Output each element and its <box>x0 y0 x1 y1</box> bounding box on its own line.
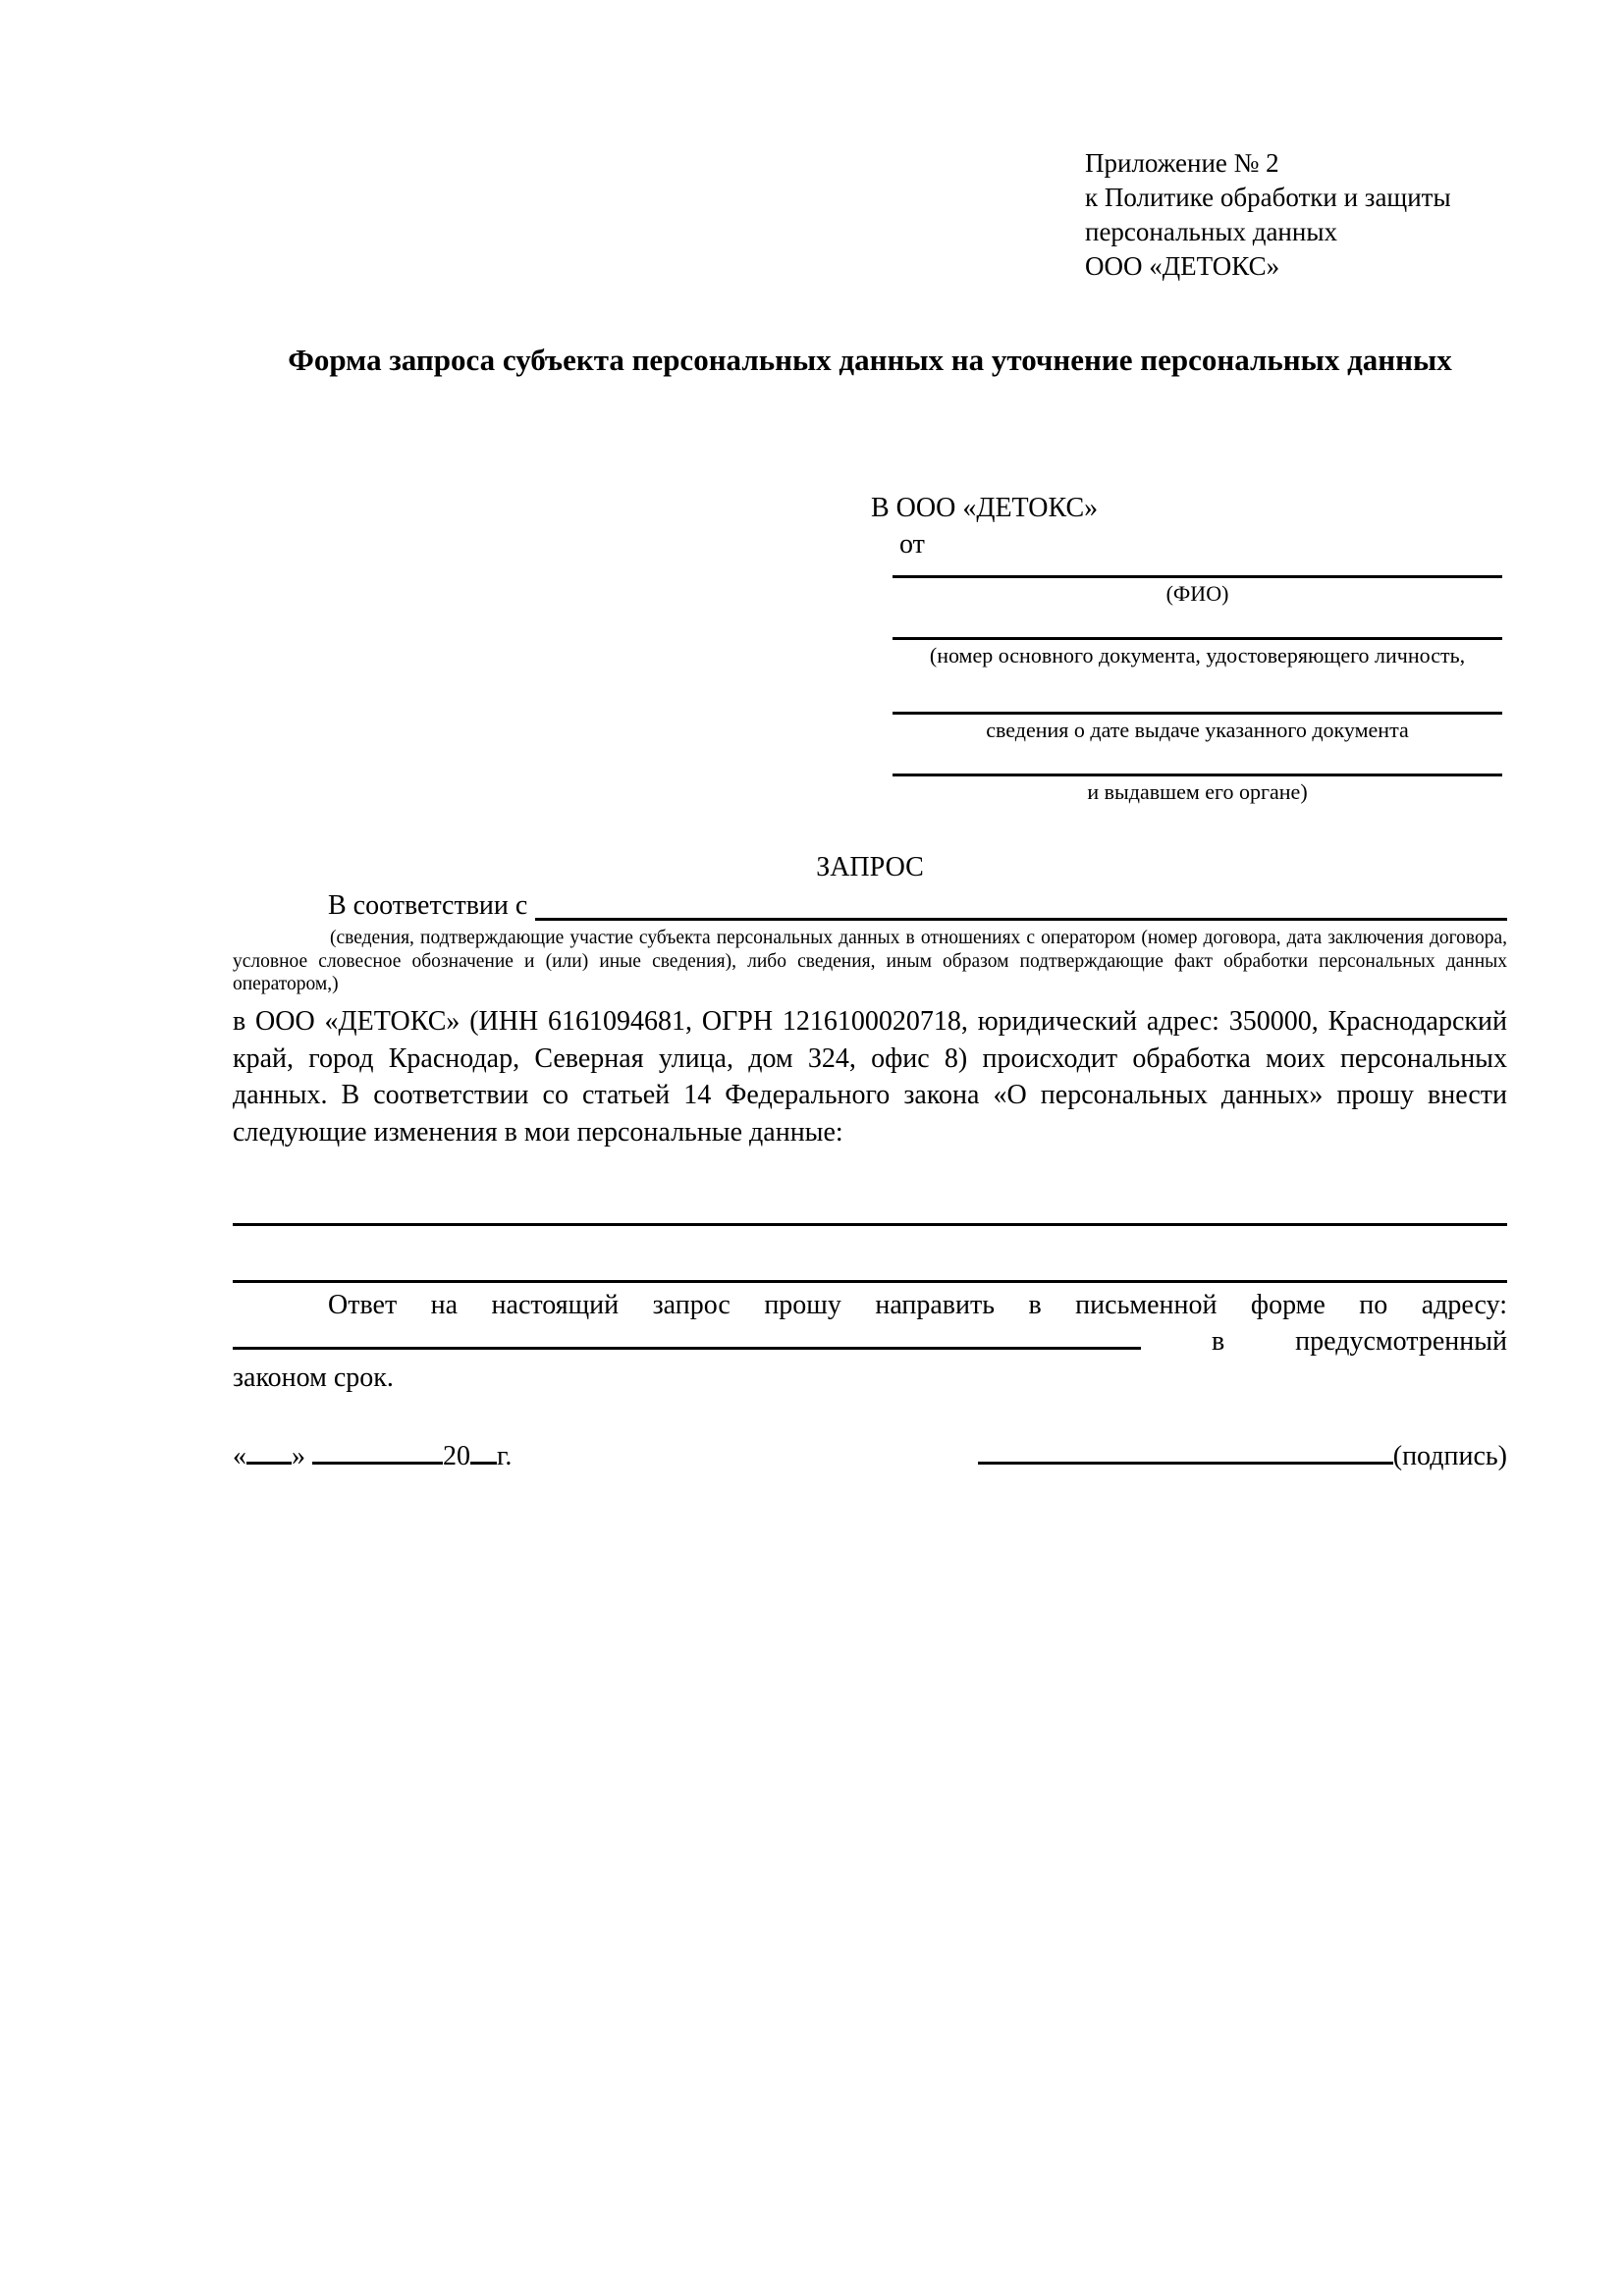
reply-address-line: Ответ на настоящий запрос прошу направить в письменной форме по адресу: <box>328 1290 1507 1320</box>
document-title: Форма запроса субъекта персональных данных на уточнение персональных данных <box>288 343 1452 377</box>
from-label: от <box>899 529 925 560</box>
appendix-note-line: персональных данных <box>1085 217 1337 246</box>
request-heading: ЗАПРОС <box>816 852 924 882</box>
date-day-blank <box>246 1462 292 1465</box>
form-field-line <box>893 712 1502 715</box>
date-month-blank <box>312 1462 443 1465</box>
request-body: в ООО «ДЕТОКС» (ИНН 6161094681, ОГРН 1216100020718, юридический адрес: 350000, Краснодарский край, город Краснодар, Северная улица, дом 324, офис 8) происходит обработка моих персональных данных. В соответствии со статьей 14 Федерального закона «О персональных данных» прошу внести следующие изменения в мои персональные данные: <box>233 1006 1507 1148</box>
appendix-note-line: Приложение № 2 <box>1085 148 1279 178</box>
address-blank-line <box>233 1347 1141 1350</box>
addressee-organization: В ООО «ДЕТОКС» <box>871 493 1099 523</box>
reply-tail-end: законом срок. <box>233 1362 394 1393</box>
date-field <box>233 1438 512 1474</box>
form-field-line <box>893 575 1502 578</box>
reply-tail-word: в <box>1211 1326 1225 1357</box>
form-field-line <box>893 774 1502 776</box>
intro-blank-line <box>535 888 1507 921</box>
appendix-note-line: к Политике обработки и защиты <box>1085 183 1451 212</box>
reply-paragraph <box>233 1287 1507 1396</box>
reply-blank-line-row <box>233 1323 1507 1360</box>
appendix-note <box>1085 146 1517 284</box>
date-year-prefix: 20 <box>443 1441 470 1471</box>
reply-tail-word: предусмотренный <box>1295 1326 1508 1357</box>
date-year-blank <box>470 1462 497 1465</box>
form-field-label: и выдавшем его органе) <box>1087 779 1308 804</box>
date-year-suffix: г. <box>497 1441 513 1471</box>
signature-row <box>233 1438 1507 1474</box>
signature-blank-line <box>978 1462 1393 1465</box>
appendix-note-line: ООО «ДЕТОКС» <box>1085 251 1280 281</box>
form-field-label: сведения о дате выдаче указанного документа <box>986 718 1409 742</box>
date-quote-open: « <box>233 1441 246 1471</box>
request-intro-row <box>233 888 1507 924</box>
blank-answer-line <box>233 1280 1507 1283</box>
footnote-text: (сведения, подтверждающие участие субъекта персональных данных в отношениях с оператором (номер договора, дата заключения договора, условное словесное обозначение и (или) иные сведения), либо сведения, иным образом подтверждающие факт обработки персональных данных оператором,) <box>233 928 1507 995</box>
date-quote-close: » <box>292 1441 305 1471</box>
signature-label: (подпись) <box>1392 1441 1507 1471</box>
signature-field <box>978 1438 1507 1474</box>
blank-answer-line <box>233 1223 1507 1226</box>
request-intro-text: В соответствии с <box>328 890 528 921</box>
form-field-label: (номер основного документа, удостоверяющего личность, <box>929 643 1466 667</box>
form-field-label: (ФИО) <box>1165 581 1229 606</box>
form-field-line <box>893 637 1502 640</box>
